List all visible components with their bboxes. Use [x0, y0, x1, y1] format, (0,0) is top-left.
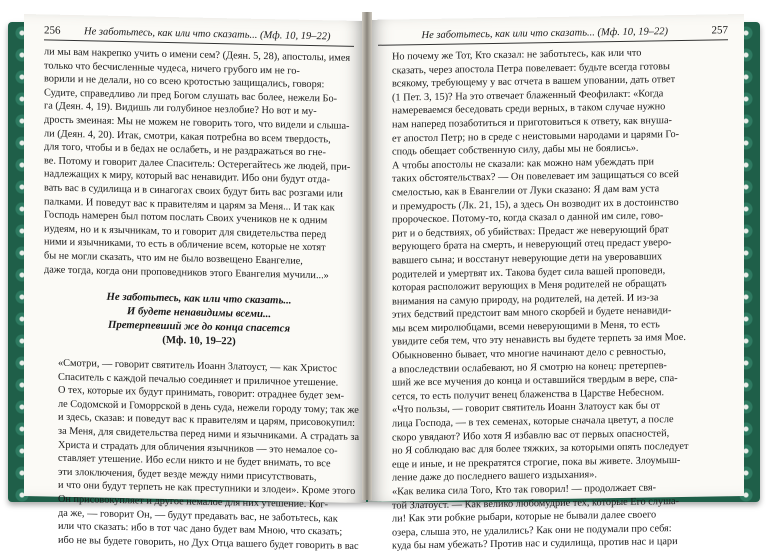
text-line: даже тогда, когда они проповедников этого Евангелия мучили...» — [44, 263, 329, 281]
text-line: Обыкновенно бывает, что многие начинают дело с ревностью, — [392, 346, 666, 362]
text-line: еще и иные, и не прекратятся строгие, пока вы живете. Злоумыш- — [392, 454, 681, 471]
text-line: га (Деян. 4, 19). Видишь ли голубиное незлобие? Но вот и му- — [44, 100, 317, 118]
text-line: А чтобы апостолы не сказали: как можно нам убеждать при — [392, 156, 655, 172]
page-number-left: 256 — [44, 24, 61, 37]
text-line: которая расположит верующих в Меня родителей не обращать — [392, 278, 667, 294]
text-line: да же, — говорит Он, — будут предавать вас, не заботьтесь, как — [58, 507, 338, 525]
text-line: «Что пользы, — говорит святитель Иоанн Златоуст как бы от — [392, 400, 660, 416]
text-line: для того, чтобы и в бедах не ослабеть, и не раздражаться во гне- — [44, 141, 326, 159]
text-line: вать вас в судилища и в синагогах своих будут бить вас розгами или — [44, 182, 343, 200]
text-line: Судите, справедливо ли пред Богом слушать вас более, нежели Бо- — [44, 87, 338, 105]
text-line: этих бедствий предстоит вам много скорбей и будете ненавиди- — [392, 305, 672, 321]
right-page-text — [378, 45, 728, 553]
text-line: за Меня, для свидетельства перед ними и язычниками. А страдать за — [58, 425, 360, 444]
text-line: внимания на самую природу, на родителей, на детей. И из-за — [392, 292, 659, 308]
heading-reference: (Мф. 10, 19–22) — [162, 333, 236, 348]
text-line: ве. Потому и говорит далее Спаситель: Остерегайтесь же людей, при- — [44, 155, 351, 173]
text-line: ворили и не делали, но со всею кротостью защищались, говоря: — [44, 73, 325, 91]
text-line: таких обстоятельствах? — Он повелевает им защищаться со всей — [392, 169, 679, 185]
running-head-title-left: Не заботьтесь, как или что сказать... (Мф. 10, 19–22) — [84, 26, 331, 43]
text-line: ет апостол Петр; но в среде с неистовыми народами и царями Го- — [392, 128, 680, 145]
text-line: той Златоуст. — Как велико любомудрие тех, которые Его слуша- — [392, 495, 680, 512]
text-line: только что бесчисленные чудеса, ничего грубого им не го- — [44, 60, 300, 77]
heading-line: Претерпевший же до конца спасется — [107, 318, 291, 335]
text-line: нам наперед позаботиться и приготовиться к ответу, как внуша- — [392, 115, 672, 131]
text-line: и премудрость (Лк. 21, 15), а здесь Он возводит их в достоинство — [392, 196, 679, 213]
text-line: бы не могли сказать, что им не было возвещено Евангелие, — [44, 250, 303, 267]
text-line: скоро увядают? Ибо хотя Я избавлю вас от первых опасностей, — [392, 427, 670, 444]
text-line: мы всем миролюбцами, всеми неверующими в Меня, то есть — [392, 319, 660, 335]
text-line: ставляет утешение. Ибо если никто и не будет внимать, то все — [58, 452, 331, 470]
text-line: ибо не вы будете говорить, но Дух Отца вашего будет говорить в вас — [58, 534, 359, 552]
section-heading — [44, 289, 354, 351]
text-line: палками. И поведут вас к правителям и царям за Меня... И так как — [44, 195, 335, 214]
text-line: и здесь, сказав: и поведут вас к правителям и царям, присовокупил: — [58, 412, 356, 430]
text-line: иудеям, но и к язычникам, то и говорит для свидетельства перед — [44, 223, 327, 241]
text-line: ший же все мучения до конца и оставшийся твердым в вере, спа- — [392, 373, 678, 389]
text-line: О тех, которые их будут принимать, говорит: отраднее будет зем- — [58, 384, 345, 402]
text-line: ление даже до последнего вашего издыхания». — [392, 469, 597, 484]
text-line: или что сказать: ибо в тот час дано будет вам Мною, что сказать; — [58, 520, 343, 538]
text-line: ли! Как эти робкие рыбари, которые не бывали далее своего — [392, 509, 657, 525]
text-line: Но почему же Тот, Кто сказал: не заботьтесь, как или что — [392, 47, 642, 63]
running-head-title-right: Не заботьтесь, как или что сказать... (Мф. 10, 19–22) — [421, 26, 668, 42]
text-line: Господь намерен был потом послать Своих учеников не к одним — [44, 209, 328, 227]
text-line: эти злоключения, будет везде между ними присутствовать, — [58, 466, 317, 483]
paragraph — [44, 357, 360, 554]
text-line: а впоследствии ослабевают, но Я смотрю на конец: претерпев- — [392, 359, 667, 376]
text-line: ле Содомской и Гоморрской в день суда, нежели городу тому; так же — [58, 398, 359, 416]
text-line: Спаситель с каждой печалью соединяет и приличное утешение. — [58, 371, 339, 389]
text-line: ли (Деян. 4, 20). Итак, смотри, какая потребна во всем твердость, — [44, 127, 331, 145]
text-line: намереваемся беседовать среди верных, в таком случае нужно — [392, 101, 666, 117]
right-page — [368, 14, 744, 552]
text-line: всякому, требующему у вас отчета в вашем уповании, дать ответ — [392, 74, 676, 90]
text-line: ли мы вам накрепко учить о имени сем? (Деян. 5, 28), апостолы, имея — [44, 46, 351, 64]
text-line: озера, слыша это, не удалились? Как они не подумали про себя: — [392, 522, 672, 539]
paragraph — [44, 45, 354, 283]
text-line: но Я соблюдаю вас для более тяжких, за которыми опять последует — [392, 441, 689, 457]
text-line: надлежащих к миру, который вас ненавидит. Ибо они будут отда- — [44, 168, 331, 186]
text-line: вавшего сына; и восстанут неверующие дети на уверовавших — [392, 251, 663, 267]
text-line: Христа и страдать для обличения язычников — это немалое со- — [58, 439, 338, 457]
heading-line: И будете ненавидимы всеми... — [126, 305, 272, 321]
text-line: увидите себя тем, что эту ненависть вы будете терпеть за имя Мое. — [392, 332, 686, 348]
text-line: сподь обещает собственную силу, дабы мы не боялись». — [392, 142, 639, 158]
text-line: рит и о бедствиях, об убийствах: Предаст же неверующий брат — [392, 223, 669, 240]
text-line: «Как велика сила Того, Кто так говорил! — продолжает свя- — [392, 482, 657, 498]
left-page — [24, 14, 366, 552]
text-line: и что они будут терпеть не как преступники и злодеи». Кроме этого — [58, 480, 356, 498]
page-number-right: 257 — [711, 24, 728, 37]
text-line: ними и язычниками, то есть в обличение всем, которые не хотят — [44, 236, 326, 254]
text-line: Он присовокупляет и другое немалое для них утешение. Ког- — [58, 493, 329, 511]
text-line: сется, то есть получит венец блаженства в Царстве Небесном. — [392, 387, 665, 403]
left-page-text — [44, 45, 360, 553]
text-line: пророческое. Потому-то, когда сказал о данной им силе, гово- — [392, 210, 664, 226]
text-line: сказать, через апостола Петра повелевает: будьте всегда готовы — [392, 60, 670, 77]
book-gutter — [362, 12, 372, 500]
text-line: смелостью, как в Евангелии от Луки сказано: Я дам вам уста — [392, 183, 660, 199]
text-line: верующего брата на смерть, и неверующий отец предаст уверо- — [392, 237, 672, 253]
text-line: «Смотри, — говорит святитель Иоанн Златоуст, — как Христос — [58, 357, 337, 375]
text-line: (1 Пет. 3, 15)? На это отвечает блаженный Феофилакт: «Когда — [392, 88, 664, 104]
text-line: куда бы нам убежать? Против нас и судилища, против нас и цари — [392, 536, 678, 552]
text-line: родителей и умертвят их. Такова будет сила вашей проповеди, — [392, 264, 666, 281]
text-line: лица Господа, — в тех семенах, которые сначала цветут, а после — [392, 414, 674, 430]
text-line: дрость змеиная: Мы не можем не говорить того, что видели и слыша- — [44, 114, 350, 132]
heading-line: Не заботьтесь, как или что сказать... — [106, 290, 292, 307]
paragraph — [378, 45, 728, 553]
